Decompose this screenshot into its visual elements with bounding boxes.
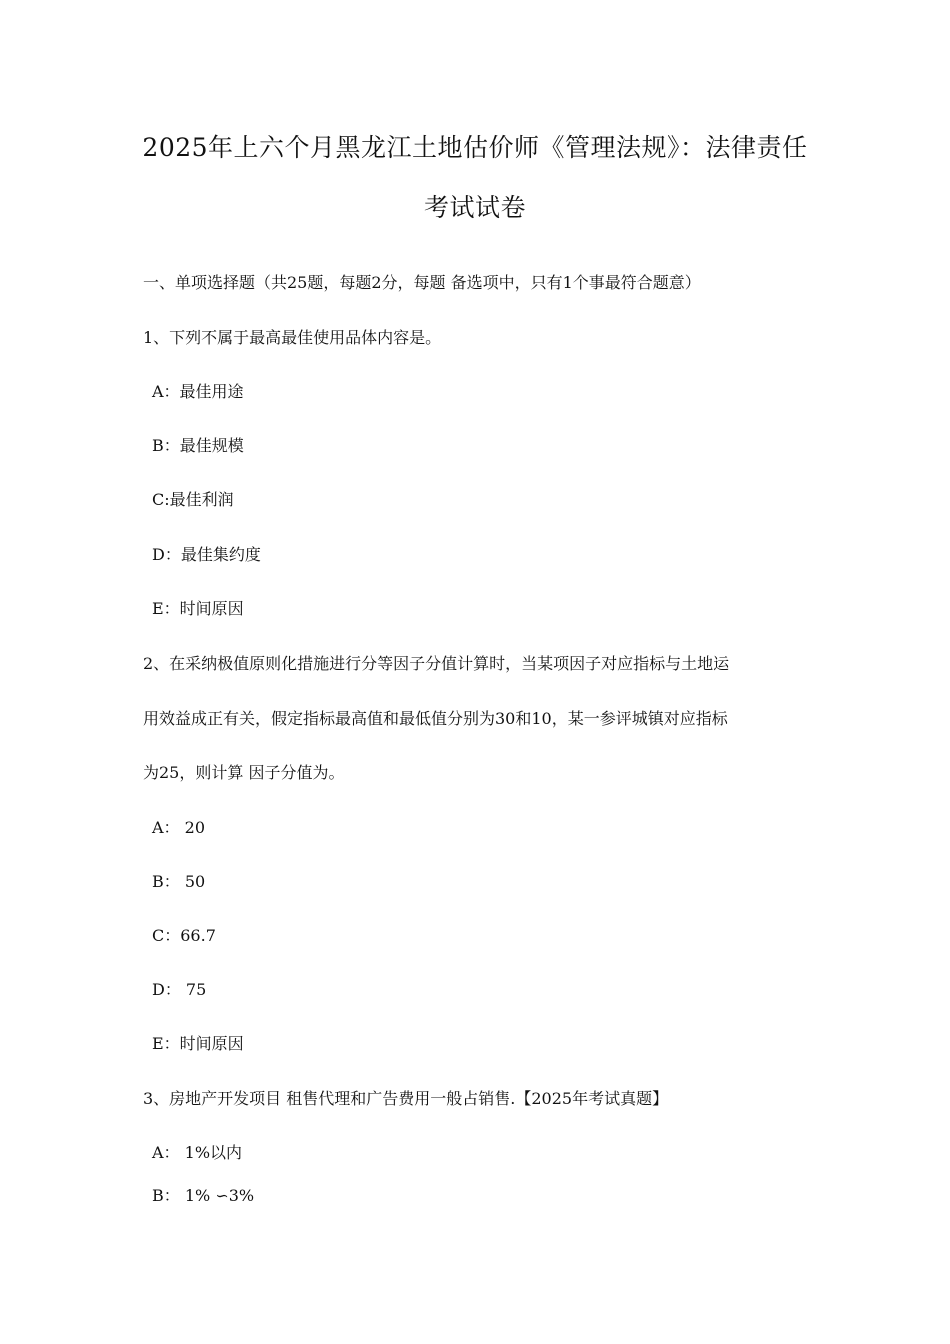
exam-title-line-1: 2025年上六个月黑龙江土地估价师《管理法规》：法律责任 bbox=[142, 133, 808, 162]
question-2-text-line-2: 用效益成正有关，假定指标最高值和最低值分别为30和10，某一参评城镇对应指标 bbox=[143, 709, 728, 728]
question-2-option-b: B： 50 bbox=[152, 872, 206, 891]
question-2-option-d: D： 75 bbox=[152, 980, 207, 999]
question-1-text: 1、下列不属于最高最佳使用品体内容是。 bbox=[143, 328, 442, 347]
question-1-option-e: E：时间原因 bbox=[152, 599, 244, 618]
question-3-option-b: B： 1% ∽3% bbox=[152, 1186, 255, 1205]
question-1-option-b: B：最佳规模 bbox=[152, 436, 244, 455]
question-3-option-a: A： 1%以内 bbox=[152, 1143, 243, 1162]
question-1-option-c: C:最佳利润 bbox=[152, 490, 234, 509]
question-2-option-c: C：66.7 bbox=[152, 926, 216, 945]
question-2-option-a: A： 20 bbox=[152, 818, 206, 837]
question-2-text-line-1: 2、在采纳极值原则化措施进行分等因子分值计算时，当某项因子对应指标与土地运 bbox=[143, 654, 730, 673]
question-2-option-e: E：时间原因 bbox=[152, 1034, 244, 1053]
question-2-text-line-3: 为25，则计算 因子分值为。 bbox=[143, 763, 345, 782]
question-3-text: 3、房地产开发项目 租售代理和广告费用一般占销售.【2025年考试真题】 bbox=[143, 1089, 669, 1108]
exam-title-line-2: 考试试卷 bbox=[423, 193, 526, 222]
question-1-option-d: D：最佳集约度 bbox=[152, 545, 261, 564]
question-1-option-a: A：最佳用途 bbox=[152, 382, 244, 401]
section-heading: 一、单项选择题（共25题，每题2分，每题 备选项中，只有1个事最符合题意） bbox=[143, 273, 701, 292]
